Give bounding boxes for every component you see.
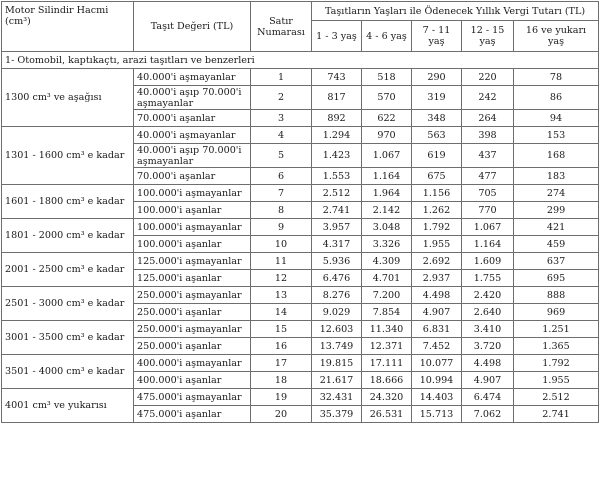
vehicle-value-cell: 125.000'i aşanlar — [134, 270, 251, 287]
vehicle-value-cell: 40.000'i aşıp 70.000'i aşmayanlar — [134, 144, 251, 168]
tax-amount-cell: 2.420 — [462, 287, 514, 304]
vehicle-value-cell: 400.000'i aşanlar — [134, 372, 251, 389]
row-number-cell: 10 — [251, 236, 312, 253]
tax-amount-cell: 7.452 — [412, 338, 462, 355]
row-number-cell: 13 — [251, 287, 312, 304]
tax-amount-cell: 13.749 — [312, 338, 362, 355]
header-age-7-11: 7 - 11 yaş — [412, 21, 462, 52]
table-row — [2, 287, 599, 304]
section-title: 1- Otomobil, kaptıkaçtı, arazi taşıtları ve benzerleri — [2, 52, 599, 69]
vehicle-value-cell: 100.000'i aşanlar — [134, 202, 251, 219]
tax-amount-cell: 153 — [514, 127, 599, 144]
row-number-cell: 11 — [251, 253, 312, 270]
engine-volume-cell: 2001 - 2500 cm³ e kadar — [2, 253, 134, 287]
header-motor-volume: Motor Silindir Hacmi (cm³) — [2, 2, 134, 52]
vehicle-value-cell: 100.000'i aşmayanlar — [134, 219, 251, 236]
tax-amount-cell: 32.431 — [312, 389, 362, 406]
vehicle-value-cell: 125.000'i aşmayanlar — [134, 253, 251, 270]
tax-amount-cell: 220 — [462, 69, 514, 86]
tax-amount-cell: 1.164 — [362, 168, 412, 185]
engine-volume-cell: 3501 - 4000 cm³ e kadar — [2, 355, 134, 389]
tax-amount-cell: 619 — [412, 144, 462, 168]
engine-volume-cell: 1801 - 2000 cm³ e kadar — [2, 219, 134, 253]
tax-amount-cell: 3.326 — [362, 236, 412, 253]
tax-amount-cell: 21.617 — [312, 372, 362, 389]
vehicle-tax-table — [1, 1, 599, 423]
tax-amount-cell: 1.609 — [462, 253, 514, 270]
tax-amount-cell: 1.955 — [514, 372, 599, 389]
tax-amount-cell: 5.936 — [312, 253, 362, 270]
header-age-1-3: 1 - 3 yaş — [312, 21, 362, 52]
table-row — [2, 185, 599, 202]
vehicle-value-cell: 40.000'i aşıp 70.000'i aşmayanlar — [134, 86, 251, 110]
tax-amount-cell: 1.755 — [462, 270, 514, 287]
table-row — [2, 355, 599, 372]
tax-amount-cell: 817 — [312, 86, 362, 110]
tax-amount-cell: 970 — [362, 127, 412, 144]
tax-amount-cell: 10.077 — [412, 355, 462, 372]
vehicle-value-cell: 250.000'i aşanlar — [134, 304, 251, 321]
tax-amount-cell: 1.164 — [462, 236, 514, 253]
tax-amount-cell: 11.340 — [362, 321, 412, 338]
tax-amount-cell: 1.792 — [514, 355, 599, 372]
tax-amount-cell: 3.410 — [462, 321, 514, 338]
tax-amount-cell: 6.831 — [412, 321, 462, 338]
vehicle-value-cell: 250.000'i aşmayanlar — [134, 321, 251, 338]
tax-amount-cell: 348 — [412, 110, 462, 127]
row-number-cell: 14 — [251, 304, 312, 321]
tax-amount-cell: 1.423 — [312, 144, 362, 168]
tax-amount-cell: 94 — [514, 110, 599, 127]
tax-amount-cell: 518 — [362, 69, 412, 86]
tax-amount-cell: 437 — [462, 144, 514, 168]
header-age-4-6: 4 - 6 yaş — [362, 21, 412, 52]
row-number-cell: 1 — [251, 69, 312, 86]
engine-volume-cell: 3001 - 3500 cm³ e kadar — [2, 321, 134, 355]
table-row — [2, 321, 599, 338]
tax-amount-cell: 2.692 — [412, 253, 462, 270]
tax-amount-cell: 705 — [462, 185, 514, 202]
row-number-cell: 2 — [251, 86, 312, 110]
tax-amount-cell: 1.156 — [412, 185, 462, 202]
tax-amount-cell: 17.111 — [362, 355, 412, 372]
tax-amount-cell: 2.512 — [312, 185, 362, 202]
tax-amount-cell: 6.476 — [312, 270, 362, 287]
tax-amount-cell: 3.720 — [462, 338, 514, 355]
tax-amount-cell: 4.498 — [462, 355, 514, 372]
tax-amount-cell: 86 — [514, 86, 599, 110]
vehicle-value-cell: 250.000'i aşmayanlar — [134, 287, 251, 304]
vehicle-value-cell: 250.000'i aşanlar — [134, 338, 251, 355]
tax-amount-cell: 12.603 — [312, 321, 362, 338]
tax-amount-cell: 3.048 — [362, 219, 412, 236]
tax-amount-cell: 264 — [462, 110, 514, 127]
tax-amount-cell: 4.498 — [412, 287, 462, 304]
header-age-12-15: 12 - 15 yaş — [462, 21, 514, 52]
tax-amount-cell: 10.994 — [412, 372, 462, 389]
tax-amount-cell: 7.062 — [462, 406, 514, 423]
tax-amount-cell: 274 — [514, 185, 599, 202]
table-row — [2, 69, 599, 86]
tax-amount-cell: 398 — [462, 127, 514, 144]
row-number-cell: 6 — [251, 168, 312, 185]
table-row — [2, 219, 599, 236]
tax-amount-cell: 1.365 — [514, 338, 599, 355]
header-age-16-plus: 16 ve yukarı yaş — [514, 21, 599, 52]
vehicle-value-cell: 475.000'i aşanlar — [134, 406, 251, 423]
vehicle-value-cell: 40.000'i aşmayanlar — [134, 69, 251, 86]
tax-amount-cell: 4.317 — [312, 236, 362, 253]
row-number-cell: 8 — [251, 202, 312, 219]
row-number-cell: 19 — [251, 389, 312, 406]
tax-amount-cell: 2.640 — [462, 304, 514, 321]
tax-amount-cell: 892 — [312, 110, 362, 127]
row-number-cell: 5 — [251, 144, 312, 168]
tax-amount-cell: 1.553 — [312, 168, 362, 185]
tax-amount-cell: 4.907 — [412, 304, 462, 321]
tax-amount-cell: 3.957 — [312, 219, 362, 236]
tax-amount-cell: 35.379 — [312, 406, 362, 423]
row-number-cell: 18 — [251, 372, 312, 389]
vehicle-value-cell: 400.000'i aşmayanlar — [134, 355, 251, 372]
tax-amount-cell: 2.512 — [514, 389, 599, 406]
table-row — [2, 253, 599, 270]
tax-amount-cell: 637 — [514, 253, 599, 270]
tax-amount-cell: 15.713 — [412, 406, 462, 423]
vehicle-value-cell: 70.000'i aşanlar — [134, 168, 251, 185]
row-number-cell: 12 — [251, 270, 312, 287]
table-body — [2, 52, 599, 423]
tax-amount-cell: 19.815 — [312, 355, 362, 372]
row-number-cell: 20 — [251, 406, 312, 423]
tax-amount-cell: 969 — [514, 304, 599, 321]
tax-amount-cell: 2.937 — [412, 270, 462, 287]
tax-amount-cell: 4.309 — [362, 253, 412, 270]
row-number-cell: 15 — [251, 321, 312, 338]
vehicle-value-cell: 70.000'i aşanlar — [134, 110, 251, 127]
tax-amount-cell: 1.262 — [412, 202, 462, 219]
tax-amount-cell: 26.531 — [362, 406, 412, 423]
tax-amount-cell: 743 — [312, 69, 362, 86]
header-row-number: Satır Numarası — [251, 2, 312, 52]
tax-amount-cell: 9.029 — [312, 304, 362, 321]
tax-amount-cell: 18.666 — [362, 372, 412, 389]
vehicle-value-cell: 475.000'i aşmayanlar — [134, 389, 251, 406]
row-number-cell: 7 — [251, 185, 312, 202]
tax-amount-cell: 1.955 — [412, 236, 462, 253]
tax-amount-cell: 563 — [412, 127, 462, 144]
vehicle-value-cell: 40.000'i aşmayanlar — [134, 127, 251, 144]
header-tax-amounts: Taşıtların Yaşları ile Ödenecek Yıllık Vergi Tutarı (TL) — [312, 2, 599, 21]
tax-amount-cell: 168 — [514, 144, 599, 168]
table-row — [2, 389, 599, 406]
tax-amount-cell: 477 — [462, 168, 514, 185]
tax-amount-cell: 622 — [362, 110, 412, 127]
tax-amount-cell: 2.741 — [312, 202, 362, 219]
header-vehicle-value: Taşıt Değeri (TL) — [134, 2, 251, 52]
table-header — [2, 2, 599, 52]
tax-amount-cell: 14.403 — [412, 389, 462, 406]
tax-amount-cell: 290 — [412, 69, 462, 86]
tax-amount-cell: 12.371 — [362, 338, 412, 355]
tax-amount-cell: 1.294 — [312, 127, 362, 144]
tax-amount-cell: 1.067 — [462, 219, 514, 236]
engine-volume-cell: 1301 - 1600 cm³ e kadar — [2, 127, 134, 185]
tax-amount-cell: 78 — [514, 69, 599, 86]
row-number-cell: 3 — [251, 110, 312, 127]
engine-volume-cell: 2501 - 3000 cm³ e kadar — [2, 287, 134, 321]
row-number-cell: 17 — [251, 355, 312, 372]
tax-amount-cell: 675 — [412, 168, 462, 185]
tax-amount-cell: 4.907 — [462, 372, 514, 389]
row-number-cell: 4 — [251, 127, 312, 144]
vehicle-value-cell: 100.000'i aşmayanlar — [134, 185, 251, 202]
tax-amount-cell: 2.741 — [514, 406, 599, 423]
tax-amount-cell: 7.200 — [362, 287, 412, 304]
row-number-cell: 9 — [251, 219, 312, 236]
tax-amount-cell: 24.320 — [362, 389, 412, 406]
tax-amount-cell: 1.251 — [514, 321, 599, 338]
tax-amount-cell: 459 — [514, 236, 599, 253]
tax-amount-cell: 1.964 — [362, 185, 412, 202]
engine-volume-cell: 1300 cm³ ve aşağısı — [2, 69, 134, 127]
tax-amount-cell: 6.474 — [462, 389, 514, 406]
engine-volume-cell: 4001 cm³ ve yukarısı — [2, 389, 134, 423]
tax-amount-cell: 4.701 — [362, 270, 412, 287]
engine-volume-cell: 1601 - 1800 cm³ e kadar — [2, 185, 134, 219]
tax-amount-cell: 299 — [514, 202, 599, 219]
tax-amount-cell: 1.792 — [412, 219, 462, 236]
tax-amount-cell: 183 — [514, 168, 599, 185]
tax-amount-cell: 888 — [514, 287, 599, 304]
tax-amount-cell: 570 — [362, 86, 412, 110]
tax-amount-cell: 242 — [462, 86, 514, 110]
tax-amount-cell: 8.276 — [312, 287, 362, 304]
tax-amount-cell: 319 — [412, 86, 462, 110]
vehicle-value-cell: 100.000'i aşanlar — [134, 236, 251, 253]
row-number-cell: 16 — [251, 338, 312, 355]
tax-amount-cell: 1.067 — [362, 144, 412, 168]
tax-amount-cell: 421 — [514, 219, 599, 236]
tax-amount-cell: 7.854 — [362, 304, 412, 321]
tax-amount-cell: 2.142 — [362, 202, 412, 219]
table-row — [2, 127, 599, 144]
tax-amount-cell: 695 — [514, 270, 599, 287]
tax-amount-cell: 770 — [462, 202, 514, 219]
